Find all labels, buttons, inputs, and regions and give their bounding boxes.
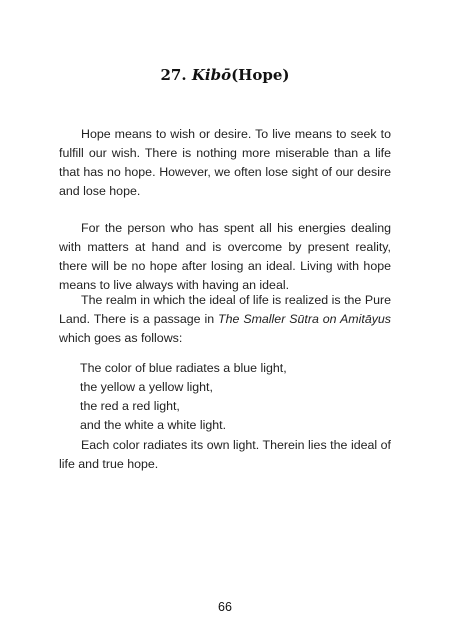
verse-line: the yellow a yellow light, [80, 380, 213, 394]
verse-line: The color of blue radiates a blue light, [80, 361, 287, 375]
chapter-number: 27. [160, 66, 187, 84]
chapter-translation: (Hope) [231, 66, 290, 84]
paragraph-3 [59, 291, 391, 348]
paragraph-2: For the person who has spent all his energies dealing with matters at hand and is overcome by present reality, there will be no hope after losing an ideal. Living with hope means to live always with having an ideal. [59, 221, 391, 292]
page-number: 66 [218, 600, 232, 614]
page-title [0, 66, 450, 84]
verse-line: and the white a white light. [80, 418, 227, 432]
sutra-title: The Smaller Sūtra on Amitāyus [218, 312, 391, 326]
paragraph-3-start: The realm in which the ideal of life is realized is the Pure Land. There is a passage in [59, 293, 391, 326]
chapter-term: Kibō [191, 66, 232, 84]
paragraph-1: Hope means to wish or desire. To live means to seek to fulfill our wish. There is nothing more miserable than a life that has no hope. However, we often lose sight of our desire and lose hope. [59, 127, 391, 198]
verse-quote [80, 359, 287, 435]
verse-line: the red a red light, [80, 399, 180, 413]
paragraph-3-end: which goes as follows: [59, 331, 183, 345]
paragraph-4: Each color radiates its own light. Therein lies the ideal of life and true hope. [59, 438, 391, 471]
